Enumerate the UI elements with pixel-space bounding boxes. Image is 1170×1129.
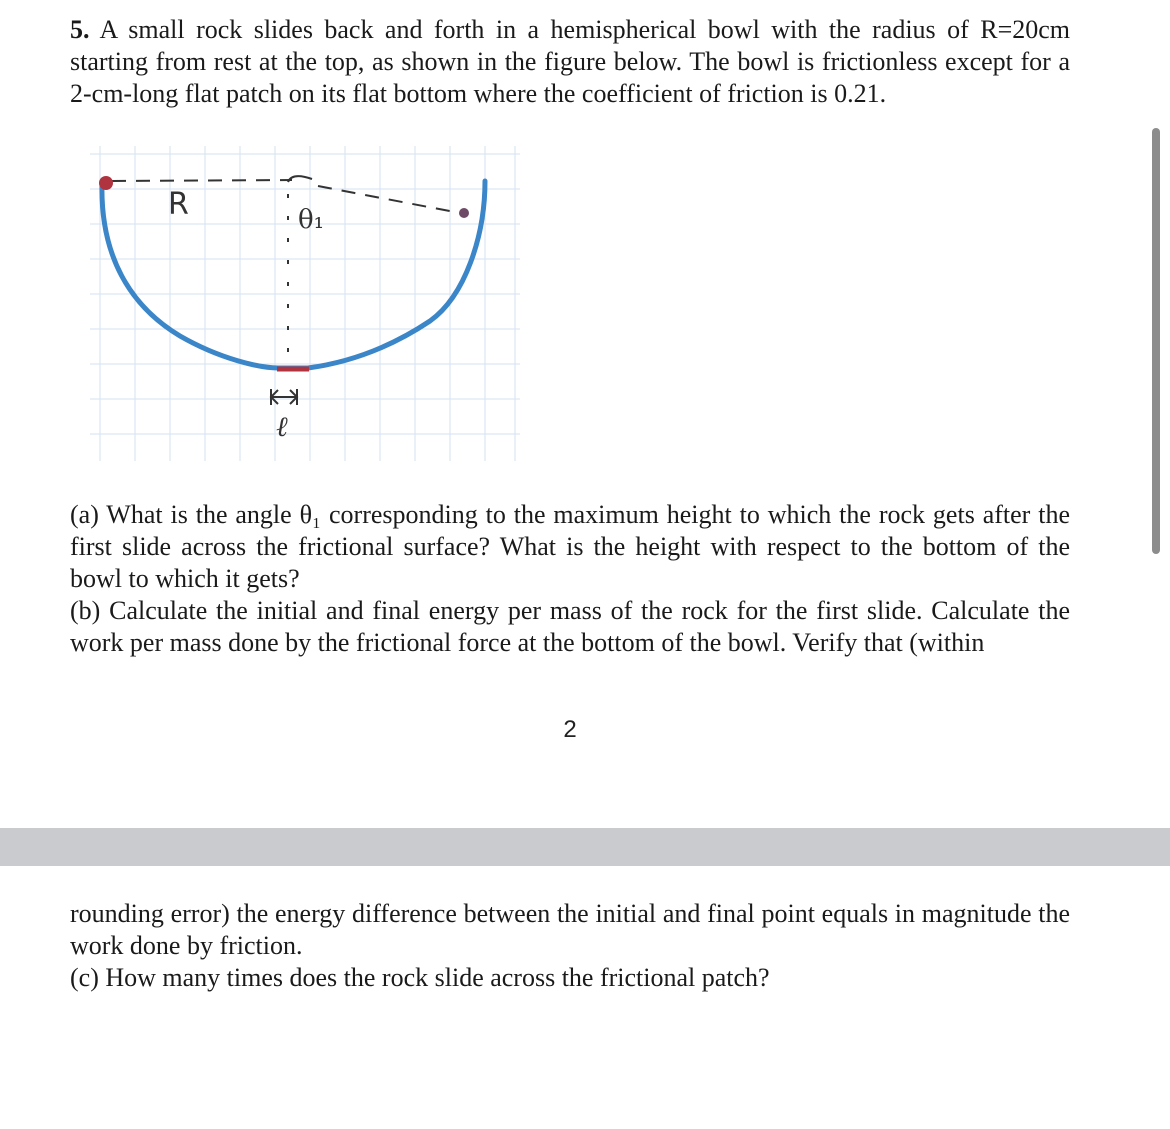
bowl-curve — [102, 181, 485, 368]
problem-statement — [70, 14, 1070, 110]
question-a: (a) What is the angle θ₁ corresponding to the maximum height to which the rock gets after the first slide across the frictional surface? What is the height with respect to the bottom of the bowl to which it gets? — [70, 500, 1070, 593]
page-3 — [0, 866, 1170, 1129]
page-separator — [0, 828, 1170, 866]
vertical-scrollbar[interactable] — [1152, 128, 1160, 554]
question-b-start: (b) Calculate the initial and final energy per mass of the rock for the first slide. Calculate the work per mass done by the frictional force at the bottom of the bowl. Verify that (within — [70, 596, 1070, 657]
problem-number: 5. — [70, 15, 90, 44]
label-radius: R — [168, 187, 189, 222]
graph-paper-grid — [90, 146, 520, 461]
label-length: ℓ — [276, 410, 288, 443]
problem-intro-text: A small rock slides back and forth in a hemispherical bowl with the radius of R=20cm starting from rest at the top, as shown in the figure below. The bowl is frictionless except for a 2-cm-long flat patch on its flat bottom where the coefficient of friction is 0.21. — [70, 15, 1070, 108]
label-theta1: θ₁ — [298, 205, 325, 235]
rock-end — [459, 208, 469, 218]
page-number: 2 — [563, 716, 577, 743]
bowl-figure — [60, 136, 530, 466]
question-b-continued: rounding error) the energy difference between the initial and final point equals in magnitude the work done by friction. — [70, 899, 1070, 960]
top-right-dashed-line — [318, 186, 460, 213]
rock-start — [99, 176, 113, 190]
question-c: (c) How many times does the rock slide across the frictional patch? — [70, 963, 770, 992]
radius-dashed-line — [112, 180, 292, 181]
